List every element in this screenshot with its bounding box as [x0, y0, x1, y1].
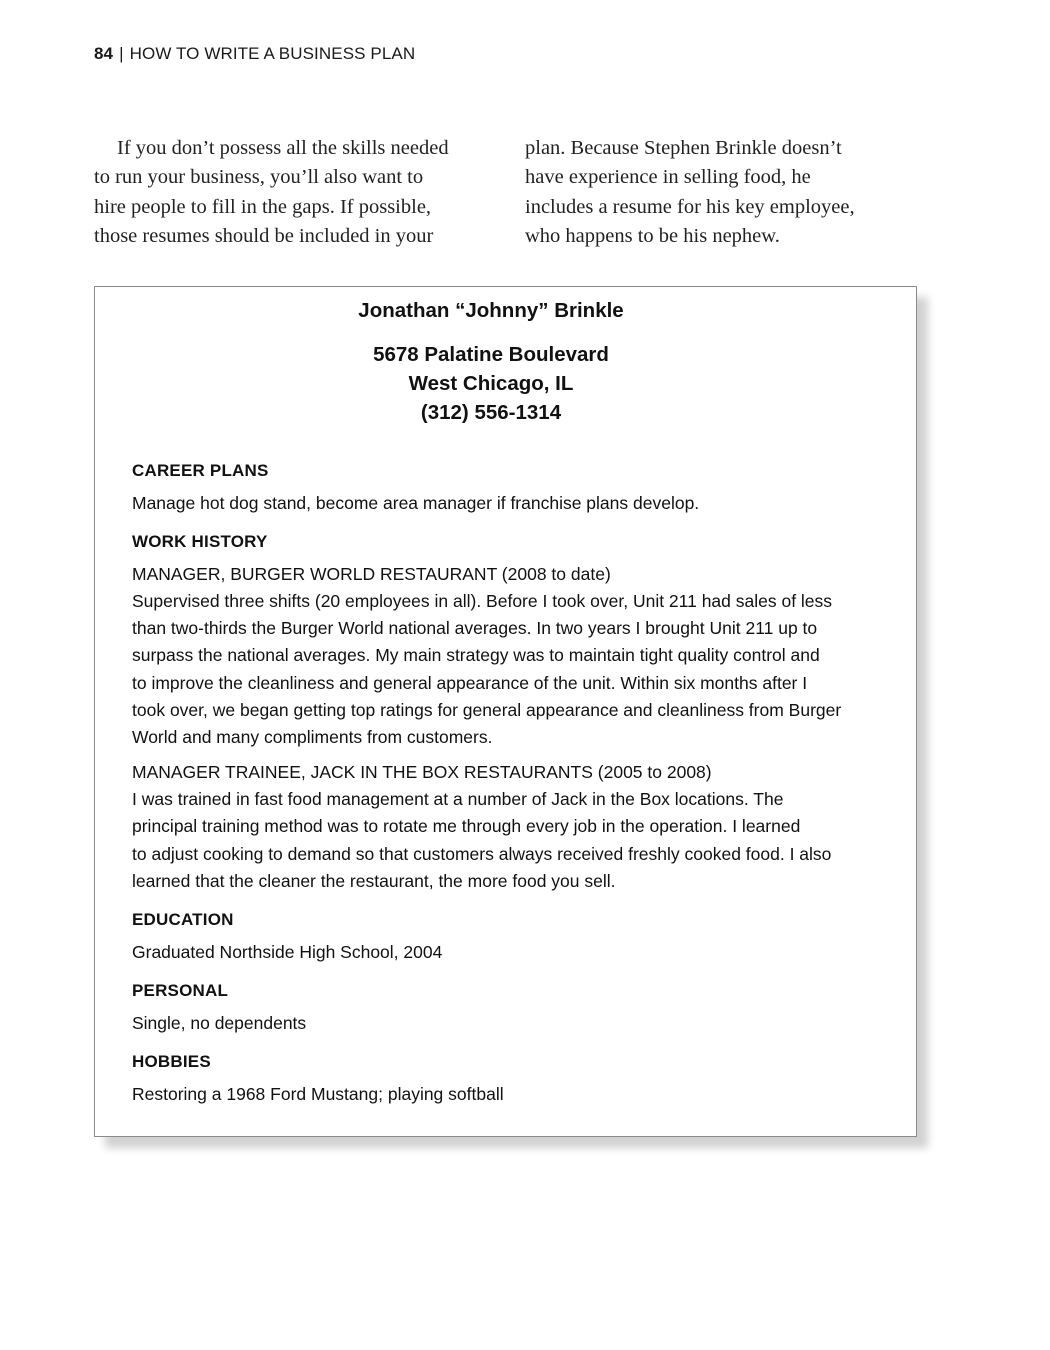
job-description-line: to adjust cooking to demand so that customers always received freshly cooked food. I also	[132, 843, 832, 864]
work-history-heading: WORK HISTORY	[132, 532, 268, 551]
header-separator: |	[119, 44, 124, 63]
intro-line: If you don’t possess all the skills needed	[117, 137, 449, 159]
intro-line: who happens to be his nephew.	[525, 225, 780, 248]
intro-line: those resumes should be included in your	[94, 225, 434, 248]
education-text: Graduated Northside High School, 2004	[132, 942, 443, 963]
resume-content	[132, 459, 872, 1121]
resume-city: West Chicago, IL	[408, 372, 574, 395]
job-description-line: took over, we began getting top ratings for general appearance and cleanliness from Burger	[132, 699, 842, 720]
job-description-line: I was trained in fast food management at a number of Jack in the Box locations. The	[132, 789, 784, 810]
career-plans-text: Manage hot dog stand, become area manager if franchise plans develop.	[132, 493, 700, 513]
resume-box	[94, 286, 917, 1137]
job-title: MANAGER TRAINEE, JACK IN THE BOX RESTAURANTS (2005 to 2008)	[132, 762, 712, 783]
personal-heading: PERSONAL	[132, 981, 229, 1001]
intro-line: have experience in selling food, he	[525, 166, 811, 189]
page-number: 84	[94, 44, 114, 63]
intro-line: includes a resume for his key employee,	[525, 195, 855, 218]
intro-line: hire people to fill in the gaps. If possible,	[94, 195, 432, 218]
resume-name: Jonathan “Johnny” Brinkle	[358, 299, 624, 322]
resume-phone: (312) 556-1314	[420, 401, 562, 424]
intro-line: to run your business, you’ll also want to	[94, 166, 424, 189]
hobbies-heading: HOBBIES	[132, 1052, 211, 1072]
job-description-line: than two-thirds the Burger World national averages. In two years I brought Unit 211 up to	[132, 618, 818, 639]
job-description-line: surpass the national averages. My main strategy was to maintain tight quality control and	[132, 645, 820, 666]
job-title: MANAGER, BURGER WORLD RESTAURANT (2008 to date)	[132, 564, 611, 584]
hobbies-text: Restoring a 1968 Ford Mustang; playing softball	[132, 1084, 504, 1105]
job-description-line: World and many compliments from customers.	[132, 727, 493, 748]
book-title: HOW TO WRITE A BUSINESS PLAN	[129, 44, 416, 63]
job-entry	[132, 561, 872, 751]
intro-right-column	[525, 134, 905, 252]
job-description-line: learned that the cleaner the restaurant, the more food you sell.	[132, 870, 616, 891]
job-description-line: Supervised three shifts (20 employees in all). Before I took over, Unit 211 had sales of less	[132, 591, 833, 611]
resume-contact	[95, 340, 887, 427]
job-description-line: to improve the cleanliness and general appearance of the unit. Within six months after I	[132, 672, 808, 693]
job-description-line: principal training method was to rotate me through every job in the operation. I learned	[132, 816, 801, 837]
career-plans-heading: CAREER PLANS	[132, 461, 269, 480]
job-entry	[132, 759, 872, 895]
job-description	[132, 786, 872, 895]
resume-street: 5678 Palatine Boulevard	[373, 343, 609, 366]
intro-left-column	[94, 134, 494, 252]
education-heading: EDUCATION	[132, 910, 234, 930]
running-header	[94, 44, 415, 64]
job-description	[132, 588, 872, 751]
intro-line: plan. Because Stephen Brinkle doesn’t	[525, 137, 842, 159]
personal-text: Single, no dependents	[132, 1013, 307, 1034]
